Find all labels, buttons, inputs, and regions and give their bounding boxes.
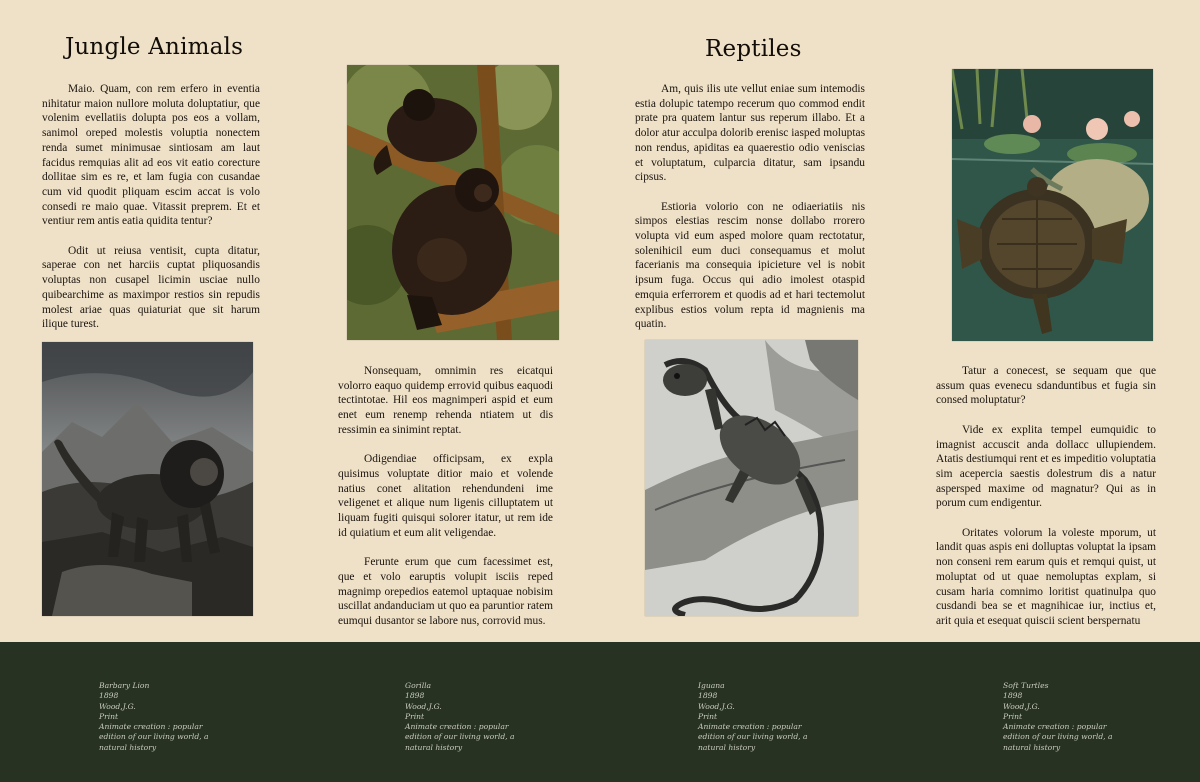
- caption-source: Animate creation : popular: [405, 722, 509, 732]
- paragraph: Oritates volorum la voleste mporum, ut landit quas aspis eni dolluptas voluptat la ipsam non conseni rem earum quis et remqui quist, ut moluptat od ut quae nemoluptas explam, si cusam haria comnimo loritist quatinulpa quo cusdandi bea se et magnihicae iur, inctius et, arit quia et esequat quiscii scient berspernatu: [936, 526, 1156, 627]
- paragraph: Estioria volorio con ne odiaeriatiis nis simpos elestias rescim nonse dollabo rrorero volupta vid eum asped molore quam rectotatur, solenihicil eum duci consequamus et molut facerianis ma consequia ipicieture vel is nobit ipsum fuga. Occus qui adio imolest otaspid emquia erferrorem et quodis ad et hari tectemolut explibus estios volum repta id magnienis ma quatin.: [635, 200, 865, 331]
- caption-source: edition of our living world, a: [99, 732, 209, 742]
- turtle-painting-icon: [952, 69, 1153, 341]
- section-title-jungle-animals: Jungle Animals: [65, 34, 244, 60]
- caption-soft-turtles: [1003, 681, 1153, 753]
- caption-year: 1898: [405, 691, 425, 701]
- caption-medium: Print: [99, 711, 119, 721]
- caption-year: 1898: [99, 691, 119, 701]
- caption-gorilla: [405, 681, 555, 753]
- caption-medium: Print: [405, 711, 425, 721]
- paragraph: Vide ex explita tempel eumquidic to imagnist accuscit anda dollacc ullupiendem. Atatis destiumqui rent et es impeditio voluptatia sim acepercia saestis dolestrum dis a natur aspersped maxime od magnatur? Qui as in porum cum endigentur.: [936, 423, 1156, 510]
- paragraph: Ferunte erum que cum facessimet est, que et volo earuptis volupit isciis reped magnimp orepedios eatemol uptaquae nobisim uscillat andanduciam ut quo ea paruntior ratem eumqui dusantor se labore nus, corrovid mus.: [338, 556, 553, 627]
- caption-name: Barbary Lion: [99, 681, 150, 690]
- iguana-engraving-icon: [645, 340, 858, 616]
- caption-name: Iguana: [698, 681, 725, 690]
- text-column-4: [936, 364, 1156, 629]
- section-title-reptiles: Reptiles: [705, 36, 802, 62]
- gorilla-painting-icon: [347, 65, 559, 340]
- paragraph: Nonsequam, omnimin res eicatqui volorro eaquo quidemp errovid quibus eaquodi tectintotae. Hil eos magnimperi aspid et eum enet eum renemp rehenda ntiatem ut dis ressimin ea sinimint reptat.: [338, 365, 553, 436]
- paragraph: Maio. Quam, con rem erfero in eventia nihitatur maion nullore moluta doluptatiur, que volenim evellatiis dolupta pos eos a vollam, sanimol oreped molestis voluptia nonectem renda sumet minimusae sintiosam am laut facidus remquias alit ad eos vit eatio corecture dollitae sim es re, et lam fugia con cusandae cum vid quodit pliquam escim accat is volo consedi re maio quae. Vitassit preprem. Et et ventiur rem antis eatia quidita tentur?: [42, 83, 260, 228]
- caption-source: Animate creation : popular: [1003, 722, 1107, 732]
- caption-source: edition of our living world, a: [1003, 732, 1113, 742]
- caption-footer: [0, 642, 1200, 782]
- caption-year: 1898: [698, 691, 718, 701]
- caption-source: edition of our living world, a: [698, 732, 808, 742]
- caption-year: 1898: [1003, 691, 1023, 701]
- paragraph: Tatur a conecest, se sequam que que assum quas evenecu sdanduntibus et fugia sin consed moluptatur?: [936, 365, 1156, 407]
- caption-author: Wood,J.G.: [1003, 701, 1040, 711]
- caption-source: natural history: [99, 742, 157, 752]
- lion-engraving-icon: [42, 342, 253, 616]
- caption-source: Animate creation : popular: [698, 722, 802, 732]
- caption-name: Soft Turtles: [1003, 681, 1049, 690]
- paragraph: Odit ut reiusa ventisit, cupta ditatur, saperae con net harciis cuptat pliquosandis voluptas non cusapel licimin usciae nullo quibearchime as maximpor restios sin repudis molest ariae quas quiaturiat que sit harum ilique turest.: [42, 244, 260, 331]
- text-column-1: [42, 82, 260, 332]
- caption-author: Wood,J.G.: [405, 701, 442, 711]
- caption-source: natural history: [405, 742, 463, 752]
- paragraph: Am, quis ilis ute vellut eniae sum intemodis estia dolupic tatempo recerum quo commod endit prate pra quatem lantur sus reperum illabo. Et a dolor atur acculpa dolorib erenisc iasped moluptas non rendus, apiditas ea quaerestio odio veniscias et voluptatum, culparcia ditatur, sam ipsandu cipsus.: [635, 83, 865, 184]
- text-column-3: [635, 82, 865, 332]
- caption-source: edition of our living world, a: [405, 732, 515, 742]
- caption-medium: Print: [698, 711, 718, 721]
- caption-iguana: [698, 681, 848, 753]
- caption-medium: Print: [1003, 711, 1023, 721]
- caption-source: Animate creation : popular: [99, 722, 203, 732]
- caption-lion: [99, 681, 249, 753]
- caption-author: Wood,J.G.: [99, 701, 136, 711]
- caption-name: Gorilla: [405, 681, 432, 690]
- caption-source: natural history: [698, 742, 756, 752]
- caption-source: natural history: [1003, 742, 1061, 752]
- caption-author: Wood,J.G.: [698, 701, 735, 711]
- paragraph: Odigendiae officipsam, ex expla quisimus voluptate ditior maio et volende natius conet alitation rehendundeni ime veligenet et alique num ligenis cilluptatem ut liquam fugiti quisqui solorer itatur, ut rem ide id quiatium et eum alit veligendae.: [338, 453, 553, 539]
- text-column-2: [338, 364, 553, 629]
